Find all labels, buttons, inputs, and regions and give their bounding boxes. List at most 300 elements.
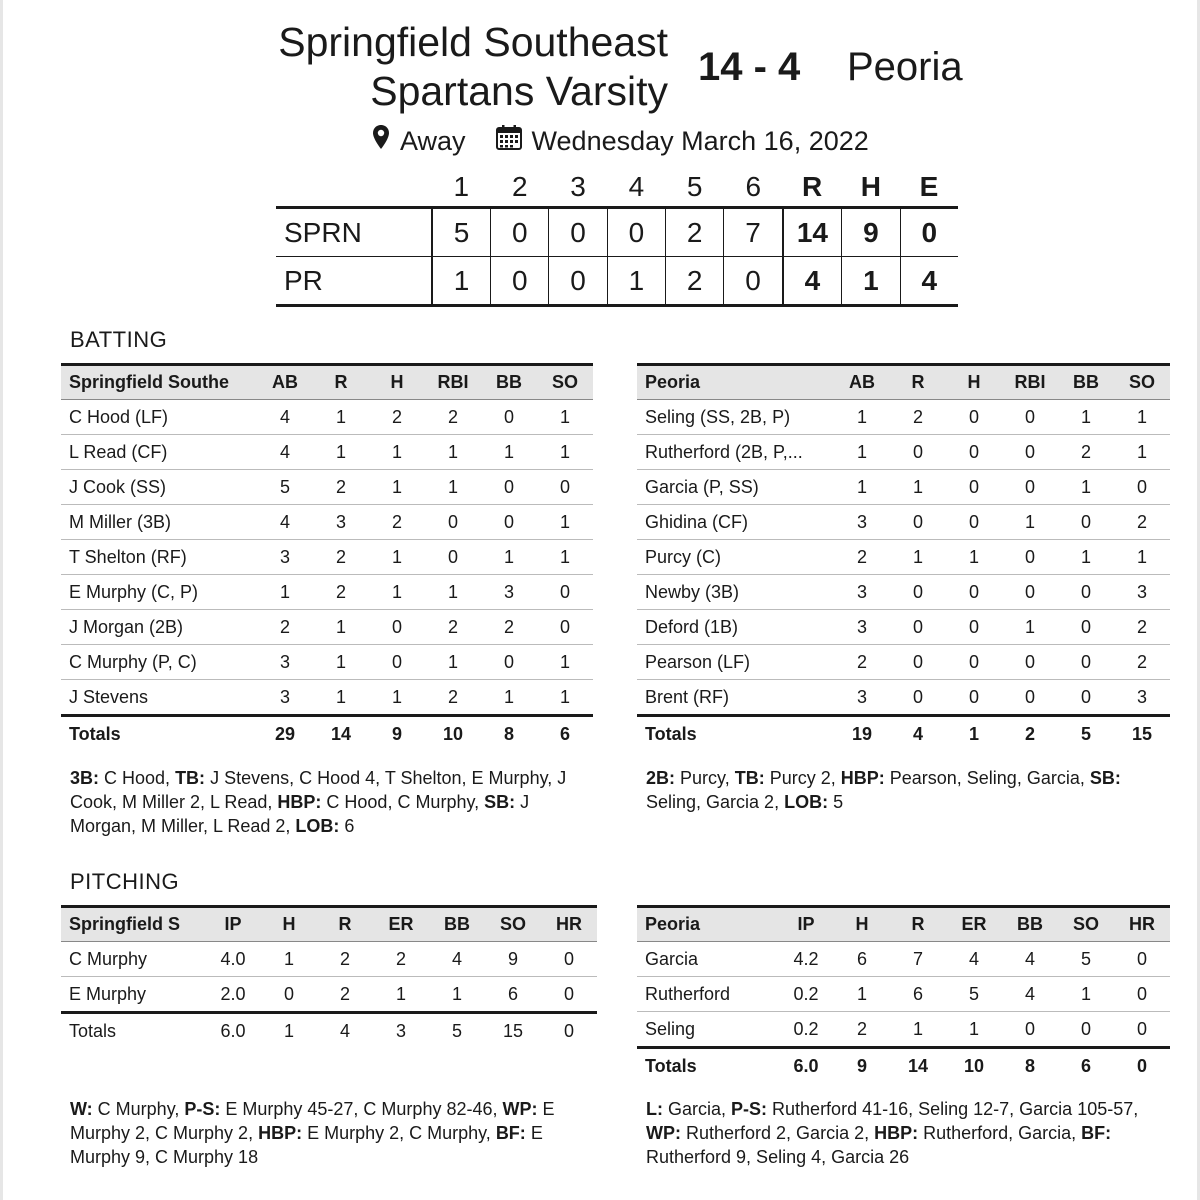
stat-column-header: IP (205, 907, 261, 942)
totals-row (637, 1048, 1170, 1084)
stat-value: 0 (1002, 645, 1058, 680)
player-name: C Murphy (P, C) (61, 645, 257, 680)
stat-value: 1 (1058, 400, 1114, 435)
stat-value: 0 (890, 505, 946, 540)
note-key: SB: (484, 792, 516, 812)
stat-value: 0 (537, 575, 593, 610)
note-value: Rutherford, Garcia, (918, 1123, 1082, 1143)
stat-value: 4 (257, 505, 313, 540)
stat-value: 0 (481, 470, 537, 505)
stat-value: 6 (890, 977, 946, 1012)
stat-value: 2 (313, 470, 369, 505)
inning-score: 5 (432, 208, 491, 257)
total-value: 9 (369, 716, 425, 752)
note-key: 3B: (70, 768, 100, 788)
stat-column-header: H (946, 365, 1002, 400)
stat-column-header: SO (485, 907, 541, 942)
player-row (61, 400, 593, 435)
stat-value: 0 (1058, 610, 1114, 645)
home-team-line1: Springfield Southeast (278, 19, 668, 65)
stat-value: 4 (946, 942, 1002, 977)
stat-header-row (61, 365, 593, 400)
total-value: 5 (1058, 716, 1114, 752)
stat-value: 1 (313, 645, 369, 680)
stat-column-header: H (261, 907, 317, 942)
note-key: SB: (1089, 768, 1121, 788)
inning-score: 2 (666, 208, 724, 257)
inning-score: 2 (666, 257, 724, 306)
stat-value: 6 (507, 983, 518, 1004)
stat-value: 0 (946, 505, 1002, 540)
stat-value: 5 (946, 977, 1002, 1012)
batting-notes-away (646, 766, 1166, 814)
batting-home-container (61, 363, 593, 751)
player-name: C Murphy (61, 942, 205, 977)
total-value: 5 (429, 1013, 485, 1049)
inning-score: 1 (607, 257, 665, 306)
stat-value: 0 (283, 983, 294, 1004)
stat-value: 1 (834, 435, 890, 470)
stat-value: 1 (425, 470, 481, 505)
note-key: L: (646, 1099, 663, 1119)
stat-value: 1 (369, 575, 425, 610)
stat-value: 0.2 (778, 977, 834, 1012)
stat-value: 2 (317, 942, 373, 977)
player-name: Garcia (P, SS) (637, 470, 834, 505)
player-row (637, 977, 1170, 1012)
stat-value: 1 (313, 610, 369, 645)
stat-value: 1 (369, 470, 425, 505)
stat-column-header: AB (834, 365, 890, 400)
stat-header-row (637, 907, 1170, 942)
note-value: Rutherford 9, Seling 4, Garcia 26 (646, 1123, 1117, 1167)
batting-notes-home (70, 766, 590, 838)
line-score-header (276, 168, 958, 208)
line-score-team: PR (276, 257, 432, 306)
team-column-header: Peoria (637, 365, 834, 400)
line-score-row-away (276, 257, 958, 306)
note-value: J Morgan, M Miller, L Read 2, (70, 792, 535, 836)
note-key: P-S: (731, 1099, 768, 1119)
inning-header: 1 (453, 171, 470, 202)
total-value: 6 (537, 716, 593, 752)
inning-score: 0 (491, 257, 549, 306)
errors-total: 0 (900, 208, 958, 257)
player-name: Deford (1B) (637, 610, 834, 645)
stat-value: 0 (537, 610, 593, 645)
note-key: WP: (502, 1099, 538, 1119)
stat-value: 1 (537, 435, 593, 470)
stat-value: 0 (946, 645, 1002, 680)
total-value: 0 (1114, 1048, 1170, 1084)
stat-value: 7 (890, 942, 946, 977)
team-column-header: Springfield S (61, 907, 205, 942)
player-name: E Murphy (C, P) (61, 575, 257, 610)
player-row (637, 680, 1170, 716)
final-score: 14 - 4 (698, 45, 801, 89)
totals-label: Totals (637, 1048, 778, 1084)
stat-value: 1 (313, 400, 369, 435)
player-row (637, 540, 1170, 575)
stat-column-header: BB (481, 365, 537, 400)
stat-value: 3 (313, 505, 369, 540)
batting-section-label: BATTING (70, 327, 168, 352)
player-row (637, 400, 1170, 435)
stat-column-header: ER (373, 907, 429, 942)
inning-header: 3 (570, 171, 586, 202)
stat-value: 0 (1002, 400, 1058, 435)
stat-value: 0 (946, 610, 1002, 645)
stat-value: 1 (369, 540, 425, 575)
runs-header: R (802, 171, 823, 202)
batting-table-home (61, 363, 593, 751)
stat-value: 1 (257, 575, 313, 610)
note-key: HBP: (258, 1123, 303, 1143)
batting-table-away (637, 363, 1170, 751)
stat-value: 1 (912, 1018, 923, 1039)
totals-label: Totals (637, 716, 834, 752)
stat-value: 1 (890, 470, 946, 505)
total-value: 6.0 (205, 1013, 261, 1049)
note-key: HBP: (277, 792, 322, 812)
stat-value: 0 (1080, 1018, 1091, 1039)
home-team-line2: Spartans Varsity (370, 68, 668, 114)
stat-value: 0 (563, 983, 574, 1004)
stat-value: 3 (481, 575, 537, 610)
player-row (637, 470, 1170, 505)
player-row (61, 470, 593, 505)
pitching-home-container (61, 905, 597, 1048)
stat-column-header: H (834, 907, 890, 942)
line-score-team: SPRN (276, 208, 432, 257)
stat-value: 0 (1058, 645, 1114, 680)
note-key: BF: (1081, 1123, 1112, 1143)
player-name: Rutherford (2B, P,... (637, 435, 834, 470)
player-row (61, 680, 593, 716)
stat-value: 1 (890, 540, 946, 575)
stat-value: 0 (1114, 977, 1170, 1012)
stat-value: 2 (1114, 610, 1170, 645)
note-key: 2B: (646, 768, 676, 788)
inning-header: 6 (745, 171, 762, 202)
stat-value: 4 (257, 400, 313, 435)
note-value: C Murphy, (92, 1099, 185, 1119)
stat-column-header: R (313, 365, 369, 400)
stat-value: 2 (1058, 435, 1114, 470)
pitching-table-home (61, 905, 597, 1048)
stat-column-header: R (890, 365, 946, 400)
stat-value: 0 (946, 435, 1002, 470)
stat-header-row (637, 365, 1170, 400)
pitching-away-container (637, 905, 1170, 1083)
game-location: Away (400, 125, 466, 156)
totals-row (61, 1013, 597, 1049)
batting-away-container (637, 363, 1170, 751)
player-row (637, 435, 1170, 470)
stat-value: 1 (834, 470, 890, 505)
player-name: Purcy (C) (637, 540, 834, 575)
stat-value: 1 (834, 400, 890, 435)
stat-value: 4.2 (778, 942, 834, 977)
stat-value: 4 (257, 435, 313, 470)
runs-total: 14 (783, 208, 842, 257)
stat-value: 1 (391, 686, 402, 707)
note-value: E Murphy 9, C Murphy 18 (70, 1123, 548, 1167)
note-value: C Hood, C Murphy, (321, 792, 485, 812)
total-value: 15 (1114, 716, 1170, 752)
stat-value: 3 (257, 540, 313, 575)
stat-value: 2 (1114, 505, 1170, 540)
inning-header: 5 (686, 171, 703, 202)
note-key: P-S: (184, 1099, 221, 1119)
total-value: 29 (257, 716, 313, 752)
stat-value: 0 (481, 645, 537, 680)
stat-value: 0 (1080, 686, 1091, 707)
stat-column-header: IP (778, 907, 834, 942)
away-team-name: Peoria (847, 45, 963, 89)
total-value: 19 (834, 716, 890, 752)
note-key: WP: (646, 1123, 681, 1143)
stat-value: 0 (1058, 575, 1114, 610)
note-value: Rutherford 2, Garcia 2, (681, 1123, 875, 1143)
stat-value: 0 (481, 400, 537, 435)
stat-column-header: R (317, 907, 373, 942)
stat-value: 0 (968, 686, 979, 707)
player-name: T Shelton (RF) (61, 540, 257, 575)
player-name: Seling (645, 1018, 696, 1039)
hits-total: 9 (842, 208, 900, 257)
player-row (61, 435, 593, 470)
stat-value: 2 (834, 540, 890, 575)
stat-value: 3 (257, 645, 313, 680)
stat-value: 2 (257, 610, 313, 645)
pitching-notes-home (70, 1097, 590, 1169)
line-score-row-home (276, 208, 958, 257)
total-value: 1 (946, 716, 1002, 752)
inning-score: 0 (549, 208, 607, 257)
stat-value: 0 (946, 575, 1002, 610)
stat-value: 4 (1002, 942, 1058, 977)
note-key: W: (70, 1099, 93, 1119)
line-score-team-header (276, 168, 432, 208)
stat-value: 4 (429, 942, 485, 977)
total-value: 8 (1002, 1048, 1058, 1084)
player-row (61, 645, 593, 680)
stat-column-header: H (369, 365, 425, 400)
note-value: Purcy 2, (764, 768, 841, 788)
errors-header: E (919, 171, 939, 202)
note-key: LOB: (295, 816, 340, 836)
total-value: 4 (317, 1013, 373, 1049)
totals-label: Totals (61, 1013, 205, 1049)
stat-value: 2 (834, 645, 890, 680)
stat-column-header: BB (1002, 907, 1058, 942)
stat-header-row (61, 907, 597, 942)
stat-value: 1 (1058, 977, 1114, 1012)
player-row (637, 942, 1170, 977)
player-row (61, 540, 593, 575)
player-row (637, 575, 1170, 610)
player-name: Pearson (LF) (637, 645, 834, 680)
player-name: Newby (3B) (637, 575, 834, 610)
note-value: 5 (828, 792, 844, 812)
stat-value: 1 (481, 435, 537, 470)
stat-value: 0 (1002, 470, 1058, 505)
total-value: 8 (481, 716, 537, 752)
stat-value: 1 (369, 435, 425, 470)
stat-value: 0 (1002, 575, 1058, 610)
stat-value: 1 (503, 686, 514, 707)
player-name: Rutherford (637, 977, 778, 1012)
calendar-icon (496, 124, 522, 157)
stat-value: 4.0 (205, 942, 261, 977)
stat-value: 0 (946, 470, 1002, 505)
stat-value: 1 (559, 686, 570, 707)
stat-value: 3 (834, 610, 890, 645)
note-value: 6 (339, 816, 355, 836)
inning-header: 4 (628, 171, 645, 202)
stat-value: 3 (1114, 575, 1170, 610)
note-key: TB: (175, 768, 206, 788)
inning-score: 7 (724, 208, 783, 257)
stat-value: 0 (890, 610, 946, 645)
total-value: 1 (261, 1013, 317, 1049)
stat-column-header: HR (541, 907, 597, 942)
map-pin-icon (372, 124, 390, 157)
total-value: 10 (946, 1048, 1002, 1084)
note-key: LOB: (784, 792, 829, 812)
note-value: E Murphy 2, C Murphy 2, (70, 1099, 560, 1143)
player-row (61, 505, 593, 540)
stat-value: 0 (1002, 435, 1058, 470)
total-value: 2 (1002, 716, 1058, 752)
stat-value: 0 (1002, 540, 1058, 575)
stat-column-header: SO (1058, 907, 1114, 942)
hits-header: H (860, 171, 881, 202)
stat-value: 1 (968, 1018, 979, 1039)
player-name: E Murphy (69, 983, 147, 1004)
total-value: 15 (485, 1013, 541, 1049)
note-value: C Hood, (99, 768, 176, 788)
stat-value: 5 (257, 470, 313, 505)
stat-value: 3 (279, 686, 290, 707)
page-edge-left (0, 0, 3, 1200)
player-name: Garcia (637, 942, 778, 977)
stat-value: 1 (425, 575, 481, 610)
stat-value: 0 (369, 645, 425, 680)
stat-column-header: BB (1058, 365, 1114, 400)
stat-column-header: SO (537, 365, 593, 400)
total-value: 10 (425, 716, 481, 752)
stat-value: 0 (912, 686, 923, 707)
note-key: BF: (495, 1123, 526, 1143)
team-column-header: Springfield Southe (61, 365, 257, 400)
stat-value: 0 (1058, 505, 1114, 540)
line-score (276, 168, 958, 307)
stat-value: 1 (451, 983, 462, 1004)
stat-value: 1 (481, 540, 537, 575)
player-row (637, 505, 1170, 540)
inning-score: 1 (432, 257, 491, 306)
stat-value: 2 (447, 686, 458, 707)
stat-value: 1 (1002, 505, 1058, 540)
stat-value: 1 (425, 645, 481, 680)
stat-value: 2 (339, 983, 350, 1004)
stat-column-header: RBI (1002, 365, 1058, 400)
stat-value: 2 (313, 540, 369, 575)
player-name: M Miller (3B) (61, 505, 257, 540)
note-key: TB: (734, 768, 765, 788)
stat-value: 1 (1058, 540, 1114, 575)
player-row (61, 610, 593, 645)
stat-value: 1 (1058, 470, 1114, 505)
player-name: J Morgan (2B) (61, 610, 257, 645)
game-date: Wednesday March 16, 2022 (531, 125, 869, 156)
stat-value: 0 (946, 400, 1002, 435)
player-row (637, 645, 1170, 680)
stat-column-header: HR (1114, 907, 1170, 942)
total-value: 4 (890, 716, 946, 752)
stat-value: 0 (890, 645, 946, 680)
inning-header: 2 (512, 171, 528, 202)
pitching-notes-away (646, 1097, 1166, 1169)
note-value: E Murphy 45-27, C Murphy 82-46, (220, 1099, 503, 1119)
player-row (637, 1012, 1170, 1048)
stat-column-header: RBI (425, 365, 481, 400)
stat-value: 1 (1114, 540, 1170, 575)
game-meta (372, 124, 869, 157)
note-value: Purcy, (675, 768, 735, 788)
stat-value: 2 (425, 610, 481, 645)
stat-value: 2 (313, 575, 369, 610)
stat-value: 0 (425, 505, 481, 540)
stat-value: 4 (1002, 977, 1058, 1012)
stat-value: 2 (369, 505, 425, 540)
stat-value: 2 (856, 1018, 867, 1039)
totals-row (61, 716, 593, 752)
note-key: HBP: (874, 1123, 919, 1143)
stat-column-header: ER (946, 907, 1002, 942)
player-row (61, 575, 593, 610)
note-value: Rutherford 41-16, Seling 12-7, Garcia 105-57, (767, 1099, 1144, 1119)
stat-value: 3 (856, 686, 867, 707)
note-value: J Stevens, C Hood 4, T Shelton, E Murphy, J Cook, M Miller 2, L Read, (70, 768, 572, 812)
stat-column-header: AB (257, 365, 313, 400)
total-value: 0 (541, 1013, 597, 1049)
note-value: Seling, Garcia 2, (646, 768, 1126, 812)
stat-column-header: SO (1114, 365, 1170, 400)
stat-value: 1 (313, 435, 369, 470)
stat-value: 1 (537, 540, 593, 575)
line-score-table (276, 168, 958, 307)
inning-score: 0 (491, 208, 549, 257)
inning-score: 0 (607, 208, 665, 257)
note-key: HBP: (840, 768, 885, 788)
stat-value: 1 (1002, 610, 1058, 645)
pitching-section-label: PITCHING (70, 869, 180, 894)
stat-value: 2 (890, 400, 946, 435)
stat-value: 2 (369, 400, 425, 435)
total-value: 6 (1058, 1048, 1114, 1084)
player-row (637, 610, 1170, 645)
player-row (61, 942, 597, 977)
stat-value: 0 (425, 540, 481, 575)
stat-value: 0 (1114, 942, 1170, 977)
stat-value: 0 (1136, 1018, 1147, 1039)
stat-column-header: R (890, 907, 946, 942)
stat-value: 1 (946, 540, 1002, 575)
player-name: Ghidina (CF) (637, 505, 834, 540)
